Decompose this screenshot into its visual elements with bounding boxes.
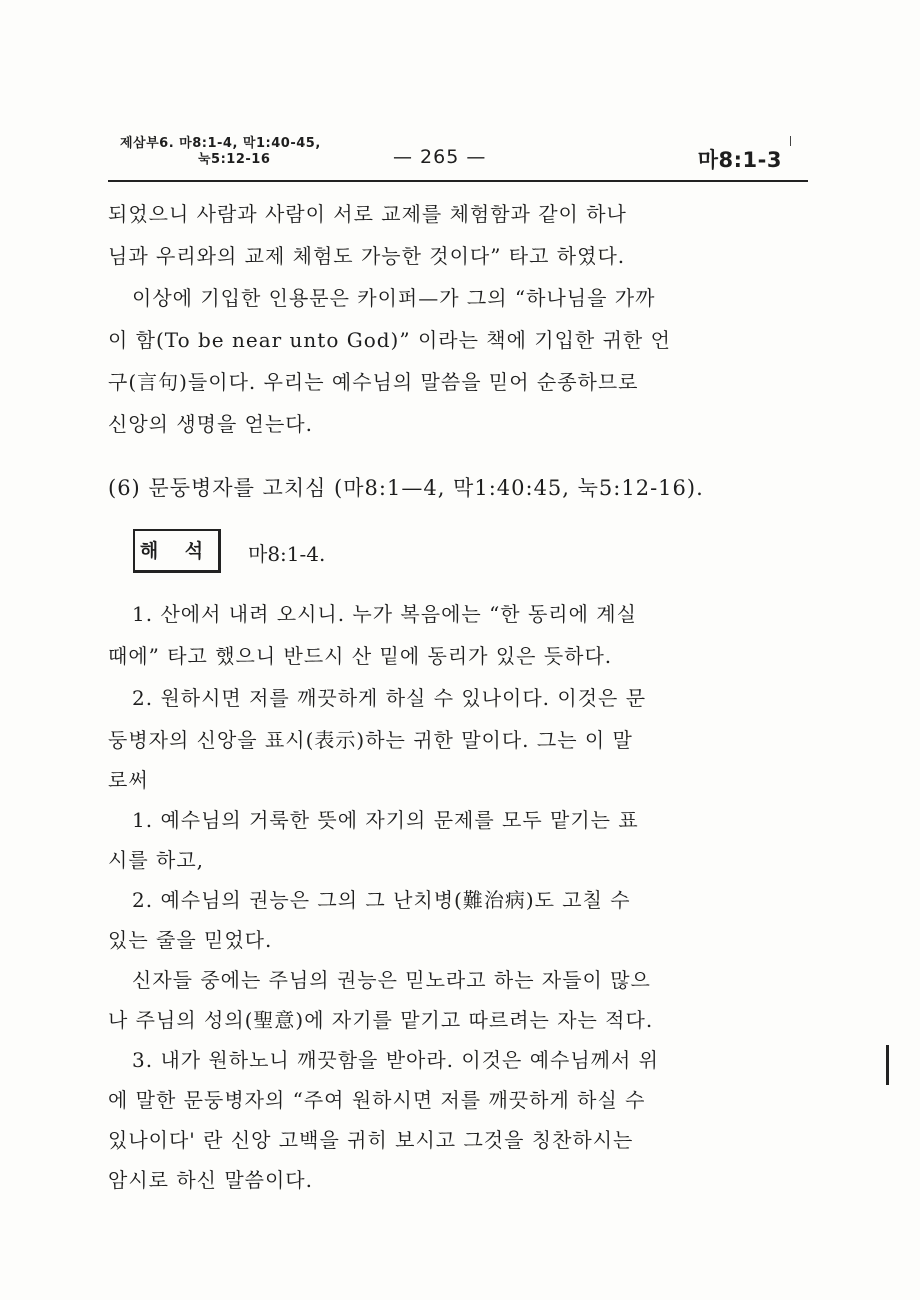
text-line: 있나이다' 란 신앙 고백을 귀히 보시고 그것을 칭찬하시는 [108,1128,634,1152]
running-header [108,128,808,180]
header-tick-mark [790,136,791,146]
text-line: 암시로 하신 말씀이다. [108,1168,313,1192]
header-reference-line-1: 제삼부6. 마8:1-4, 막1:40-45, [120,136,321,151]
text-line: 구(言句)들이다. 우리는 예수님의 말씀을 믿어 순종하므로 [108,370,639,394]
interpretation-reference: 마8:1-4. [248,542,326,566]
text-line: 에 말한 문둥병자의 “주여 원하시면 저를 깨끗하게 하실 수 [108,1088,646,1112]
text-line: 있는 줄을 믿었다. [108,928,273,952]
header-rule [108,180,808,182]
text-line: 신앙의 생명을 얻는다. [108,412,313,436]
text-line: 2. 예수님의 권능은 그의 그 난치병(難治病)도 고칠 수 [132,888,631,912]
text-line: 둥병자의 신앙을 표시(表示)하는 귀한 말이다. 그는 이 말 [108,728,633,752]
text-line: 이 함(To be near unto God)” 이라는 책에 기입한 귀한 언 [108,328,671,352]
section-heading: (6) 문둥병자를 고치심 (마8:1—4, 막1:40:45, 눅5:12-16). [108,476,704,500]
text-line: 신자들 중에는 주님의 권능은 믿노라고 하는 자들이 많으 [132,968,651,992]
page-number: — 265 — [393,146,487,168]
header-reference-line-2: 눅5:12-16 [198,152,271,167]
text-line: 되었으니 사람과 사람이 서로 교제를 체험함과 같이 하나 [108,202,627,226]
text-line: 로써 [108,768,149,792]
text-line: 3. 내가 원하노니 깨끗함을 받아라. 이것은 예수님께서 위 [132,1048,659,1072]
text-line: 님과 우리와의 교제 체험도 가능한 것이다” 타고 하였다. [108,244,626,268]
text-line: 2. 원하시면 저를 깨끗하게 하실 수 있나이다. 이것은 문 [132,686,647,710]
text-line: 1. 예수님의 거룩한 뜻에 자기의 문제를 모두 맡기는 표 [132,808,639,832]
interpretation-label-box: 해 석 [133,529,221,573]
text-line: 때에” 타고 했으니 반드시 산 밑에 동리가 있은 듯하다. [108,644,613,668]
header-verse-range: 마8:1-3 [697,148,782,172]
text-line: 이상에 기입한 인용문은 카이퍼—가 그의 “하나님을 가까 [132,286,656,310]
text-line: 1. 산에서 내려 오시니. 누가 복음에는 “한 동리에 계실 [132,602,637,626]
text-line: 시를 하고, [108,848,204,872]
margin-mark [886,1045,889,1085]
header-chapter-reference [120,136,321,168]
text-line: 나 주님의 성의(聖意)에 자기를 맡기고 따르려는 자는 적다. [108,1008,654,1032]
